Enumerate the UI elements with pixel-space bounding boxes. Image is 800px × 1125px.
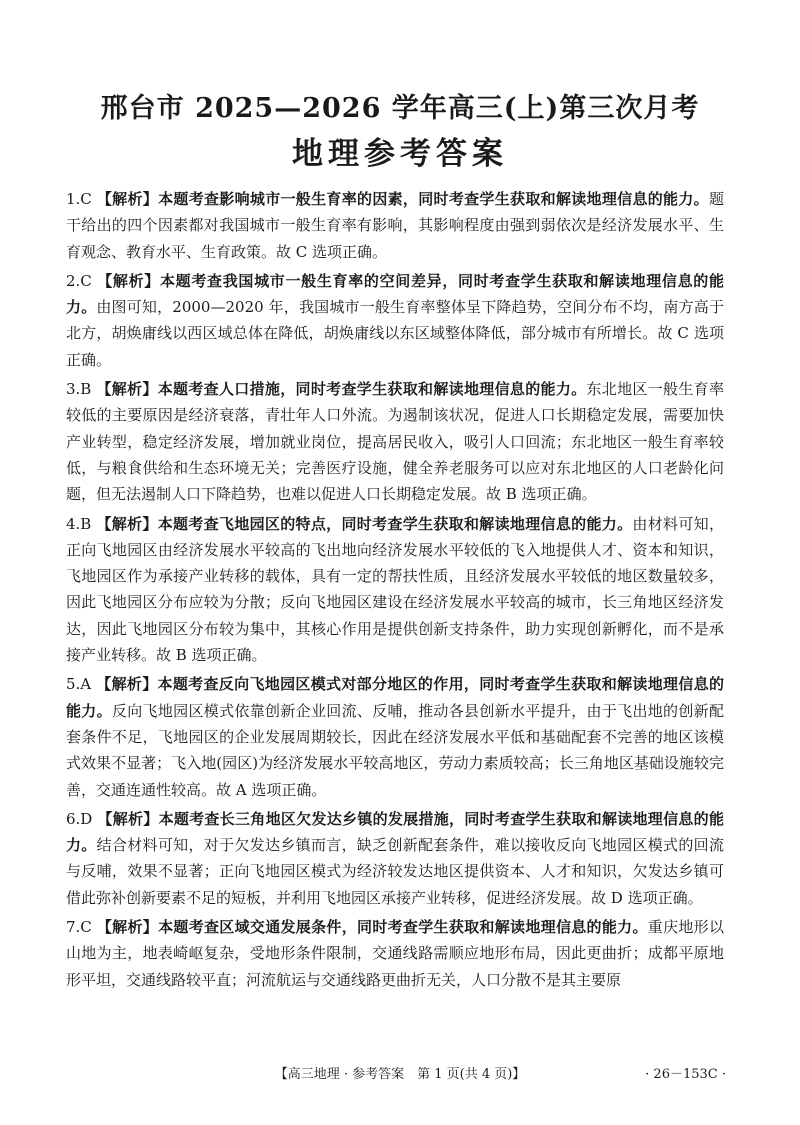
answer-item-3	[66, 376, 724, 507]
analysis-text: 反向飞地园区模式依靠创新企业回流、反哺，推动各县创新水平提升，由于飞出地的创新配套条件不足，飞地园区的企业发展周期较长，因此在经济发展水平低和基础配套不完善的地区该模式效果不显著；飞入地(园区)为经济发展水平较高地区，劳动力素质较高；长三角地区基础设施较完善，交通连通性较高。故 A 选项正确。	[66, 701, 724, 799]
answer-key-title: 地理参考答案	[292, 136, 508, 172]
analysis-focus: 本题考查飞地园区的特点，同时考查学生获取和解读地理信息的能力。	[157, 514, 633, 533]
answer-number: 5.A	[66, 675, 92, 694]
analysis-focus: 本题考查我国城市一般生育率的空间差异，同时考查学生获取和解读地理信息的能力。	[66, 271, 724, 317]
analysis-tag: 【解析】	[97, 809, 159, 828]
answer-number: 6.D	[66, 809, 93, 828]
answer-item-1	[66, 186, 724, 265]
analysis-text: 题干给出的四个因素都对我国城市一般生育率有影响，其影响程度由强到弱依次是经济发展水平、生育观念、教育水平、生育政策。故 C 选项正确。	[66, 190, 724, 261]
answer-item-7	[66, 914, 724, 993]
analysis-text: 重庆地形以山地为主，地表崎岖复杂，受地形条件限制，交通线路需顺应地形布局，因此更曲折；成都平原地形平坦，交通线路较平直；河流航运与交通线路更曲折无关，人口分散不是其主要原	[66, 918, 724, 989]
analysis-tag: 【解析】	[96, 675, 158, 694]
analysis-focus: 本题考查反向飞地园区模式对部分地区的作用，同时考查学生获取和解读地理信息的能力。	[66, 675, 724, 720]
answer-item-4	[66, 511, 724, 669]
answer-number: 3.B	[66, 380, 92, 399]
analysis-text: 由图可知，2000—2020 年，我国城市一般生育率整体呈下降趋势，空间分布不均，南方高于北方，胡焕庸线以西区域总体在降低，胡焕庸线以东区域整体降低，部分城市有所增长。故 C 选项正确。	[66, 298, 724, 369]
analysis-text: 东北地区一般生育率较低的主要原因是经济衰落，青壮年人口外流。为遏制该状况，促进人口长期稳定发展，需要加快产业转型，稳定经济发展，增加就业岗位，提高居民收入，吸引人口回流；东北地区一般生育率较低，与粮食供给和生态环境无关；完善医疗设施，健全养老服务可以应对东北地区的人口老龄化问题，但无法遏制人口下降趋势，也难以促进人口长期稳定发展。故 B 选项正确。	[66, 380, 724, 504]
analysis-text: 由材料可知，正向飞地园区由经济发展水平较高的飞出地向经济发展水平较低的飞入地提供人才、资本和知识，飞地园区作为承接产业转移的载体，具有一定的帮扶性质，且经济发展水平较低的地区数量较多，因此飞地园区分布应较为分散；反向飞地园区建设在经济发展水平较高的城市，长三角地区经济发达，因此飞地园区分布较为集中，其核心作用是提供创新支持条件，助力实现创新孵化，而不是承接产业转移。故 B 选项正确。	[66, 514, 724, 665]
analysis-text: 结合材料可知，对于欠发达乡镇而言，缺乏创新配套条件，难以接收反向飞地园区模式的回流与反哺，效果不显著；正向飞地园区模式为经济较发达地区提供资本、人才和知识，欠发达乡镇可借此弥补创新要素不足的短板，并利用飞地园区承接产业转移，促进经济发展。故 D 选项正确。	[66, 836, 724, 907]
page-footer	[0, 1063, 800, 1085]
answer-number: 4.B	[66, 514, 92, 533]
analysis-focus: 本题考查人口措施，同时考查学生获取和解读地理信息的能力。	[157, 380, 587, 399]
answer-item-2	[66, 268, 724, 373]
exam-title: 邢台市 2025—2026 学年高三(上)第三次月考	[100, 93, 700, 124]
analysis-tag: 【解析】	[96, 514, 158, 533]
answer-item-5	[66, 671, 724, 802]
footer-page-info: 【高三地理 · 参考答案 第 1 页(共 4 页)】	[274, 1067, 526, 1082]
answers-list	[66, 186, 724, 996]
answer-item-6	[66, 806, 724, 911]
answer-number: 1.C	[66, 190, 92, 208]
analysis-focus: 本题考查区域交通发展条件，同时考查学生获取和解读地理信息的能力。	[158, 918, 648, 937]
analysis-tag: 【解析】	[97, 271, 160, 290]
footer-code: · 26－153C ·	[645, 1067, 726, 1082]
answer-number: 2.C	[66, 271, 92, 290]
analysis-tag: 【解析】	[96, 190, 159, 208]
analysis-focus: 本题考查长三角地区欠发达乡镇的发展措施，同时考查学生获取和解读地理信息的能力。	[66, 809, 724, 855]
analysis-tag: 【解析】	[96, 918, 159, 937]
analysis-focus: 本题考查影响城市一般生育率的因素，同时考查学生获取和解读地理信息的能力。	[158, 190, 709, 208]
answer-number: 7.C	[66, 918, 92, 937]
analysis-tag: 【解析】	[96, 380, 158, 399]
